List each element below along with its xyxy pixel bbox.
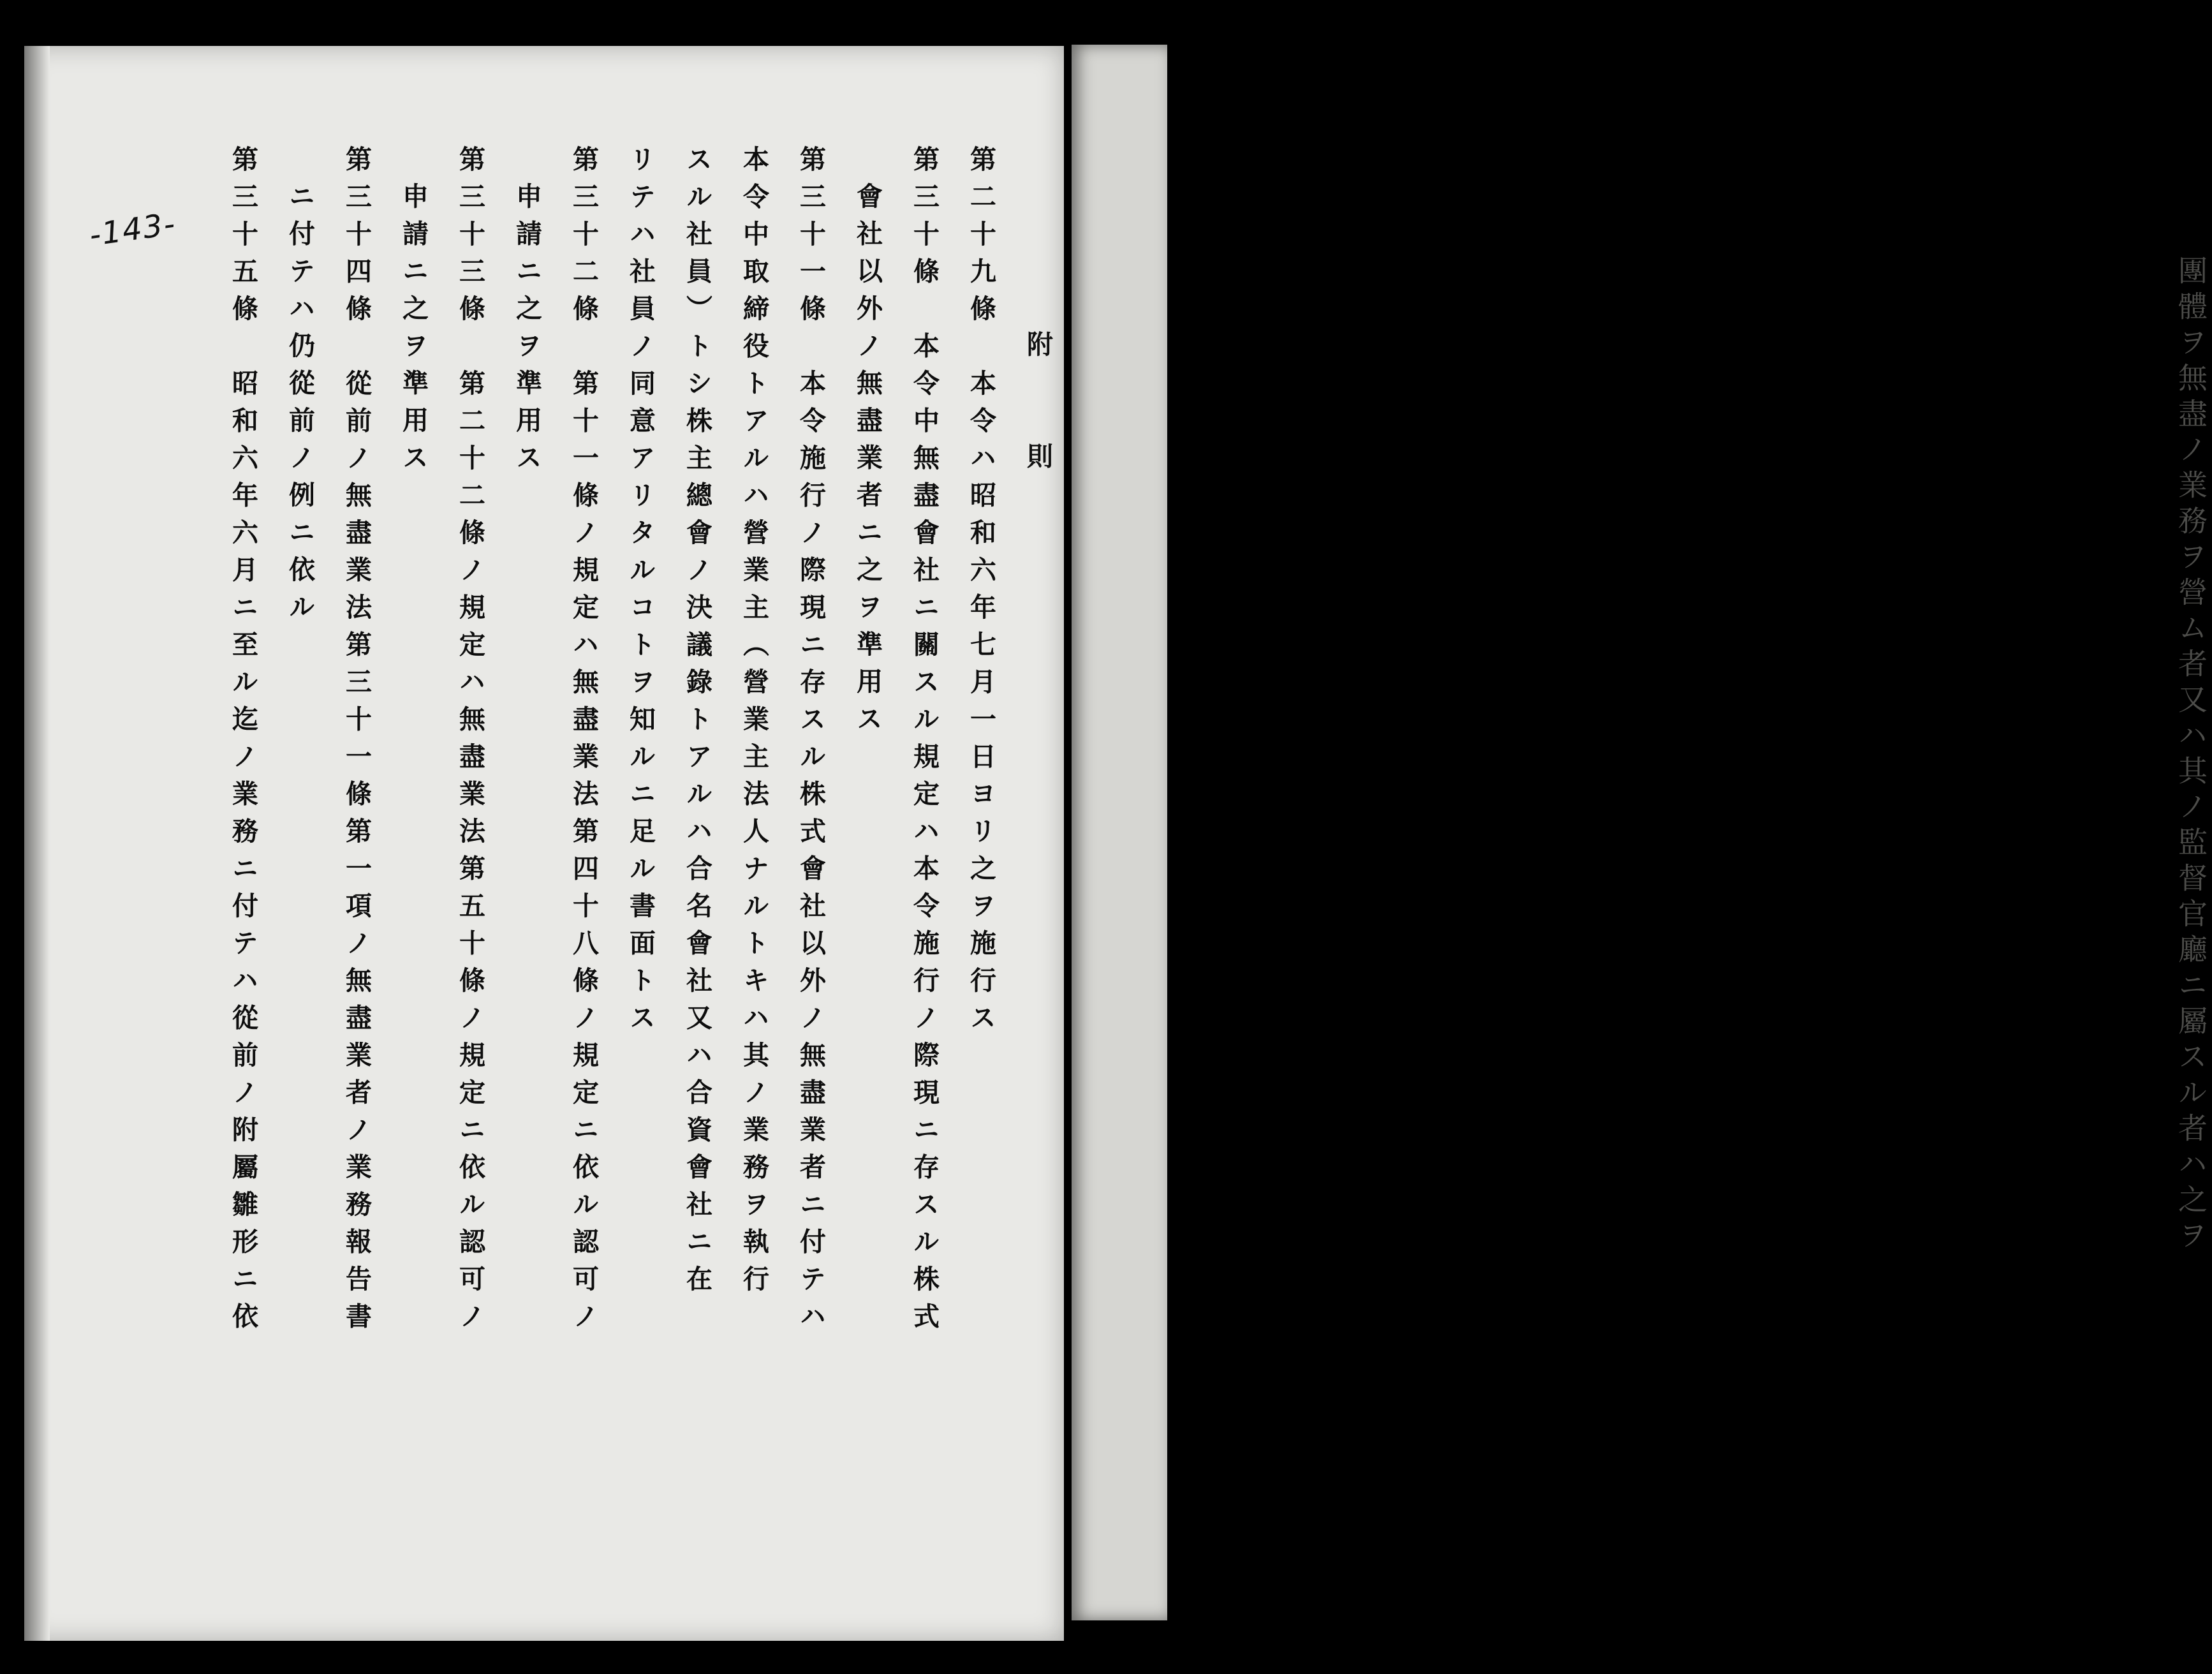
article-34: 第三十四條 從前ノ無盡業法第三十一條第一項ノ無盡業者ノ業務報告書 [341,145,372,1340]
article-31: 第三十一條 本令施行ノ際現ニ存スル株式會社以外ノ無盡業者ニ付テハ [795,145,826,1340]
article-31-cont-1: 本令中取締役トアルハ營業主（營業主法人ナルトキハ其ノ業務ヲ執行 [739,145,769,1303]
article-31-cont-2: スル社員）トシ株主總會ノ決議錄トアルハ合名會社又ハ合資會社ニ在 [682,145,712,1303]
article-29: 第二十九條 本令ハ昭和六年七月一日ヨリ之ヲ施行ス [966,145,996,1041]
article-34-cont: ニ付テハ仍從前ノ例ニ依ル [284,182,315,630]
article-32-cont: 申請ニ之ヲ準用ス [512,182,542,481]
article-33-cont: 申請ニ之ヲ準用ス [398,182,429,481]
section-title: 附 則 [1022,330,1053,480]
facing-page-edge [1072,45,2208,1620]
article-30: 第三十條 本令中無盡會社ニ關スル規定ハ本令施行ノ際現ニ存スル株式 [909,145,940,1340]
article-33: 第三十三條 第二十二條ノ規定ハ無盡業法第五十條ノ規定ニ依ル認可ノ [455,145,485,1340]
facing-page-text: 團體ヲ無盡ノ業務ヲ營ム者又ハ其ノ監督官廳ニ屬スル者ハ之ヲ [2174,255,2208,1256]
article-31-cont-3: リテハ社員ノ同意アリタルコトヲ知ルニ足ル書面トス [625,145,656,1041]
article-32: 第三十二條 第十一條ノ規定ハ無盡業法第四十八條ノ規定ニ依ル認可ノ [568,145,599,1340]
page-number: -143- [87,205,179,254]
article-30-cont: 會社以外ノ無盡業者ニ之ヲ準用ス [852,182,883,743]
vertical-text-body [214,145,1066,1472]
article-35: 第三十五條 昭和六年六月ニ至ル迄ノ業務ニ付テハ從前ノ附屬雛形ニ依 [228,145,258,1340]
